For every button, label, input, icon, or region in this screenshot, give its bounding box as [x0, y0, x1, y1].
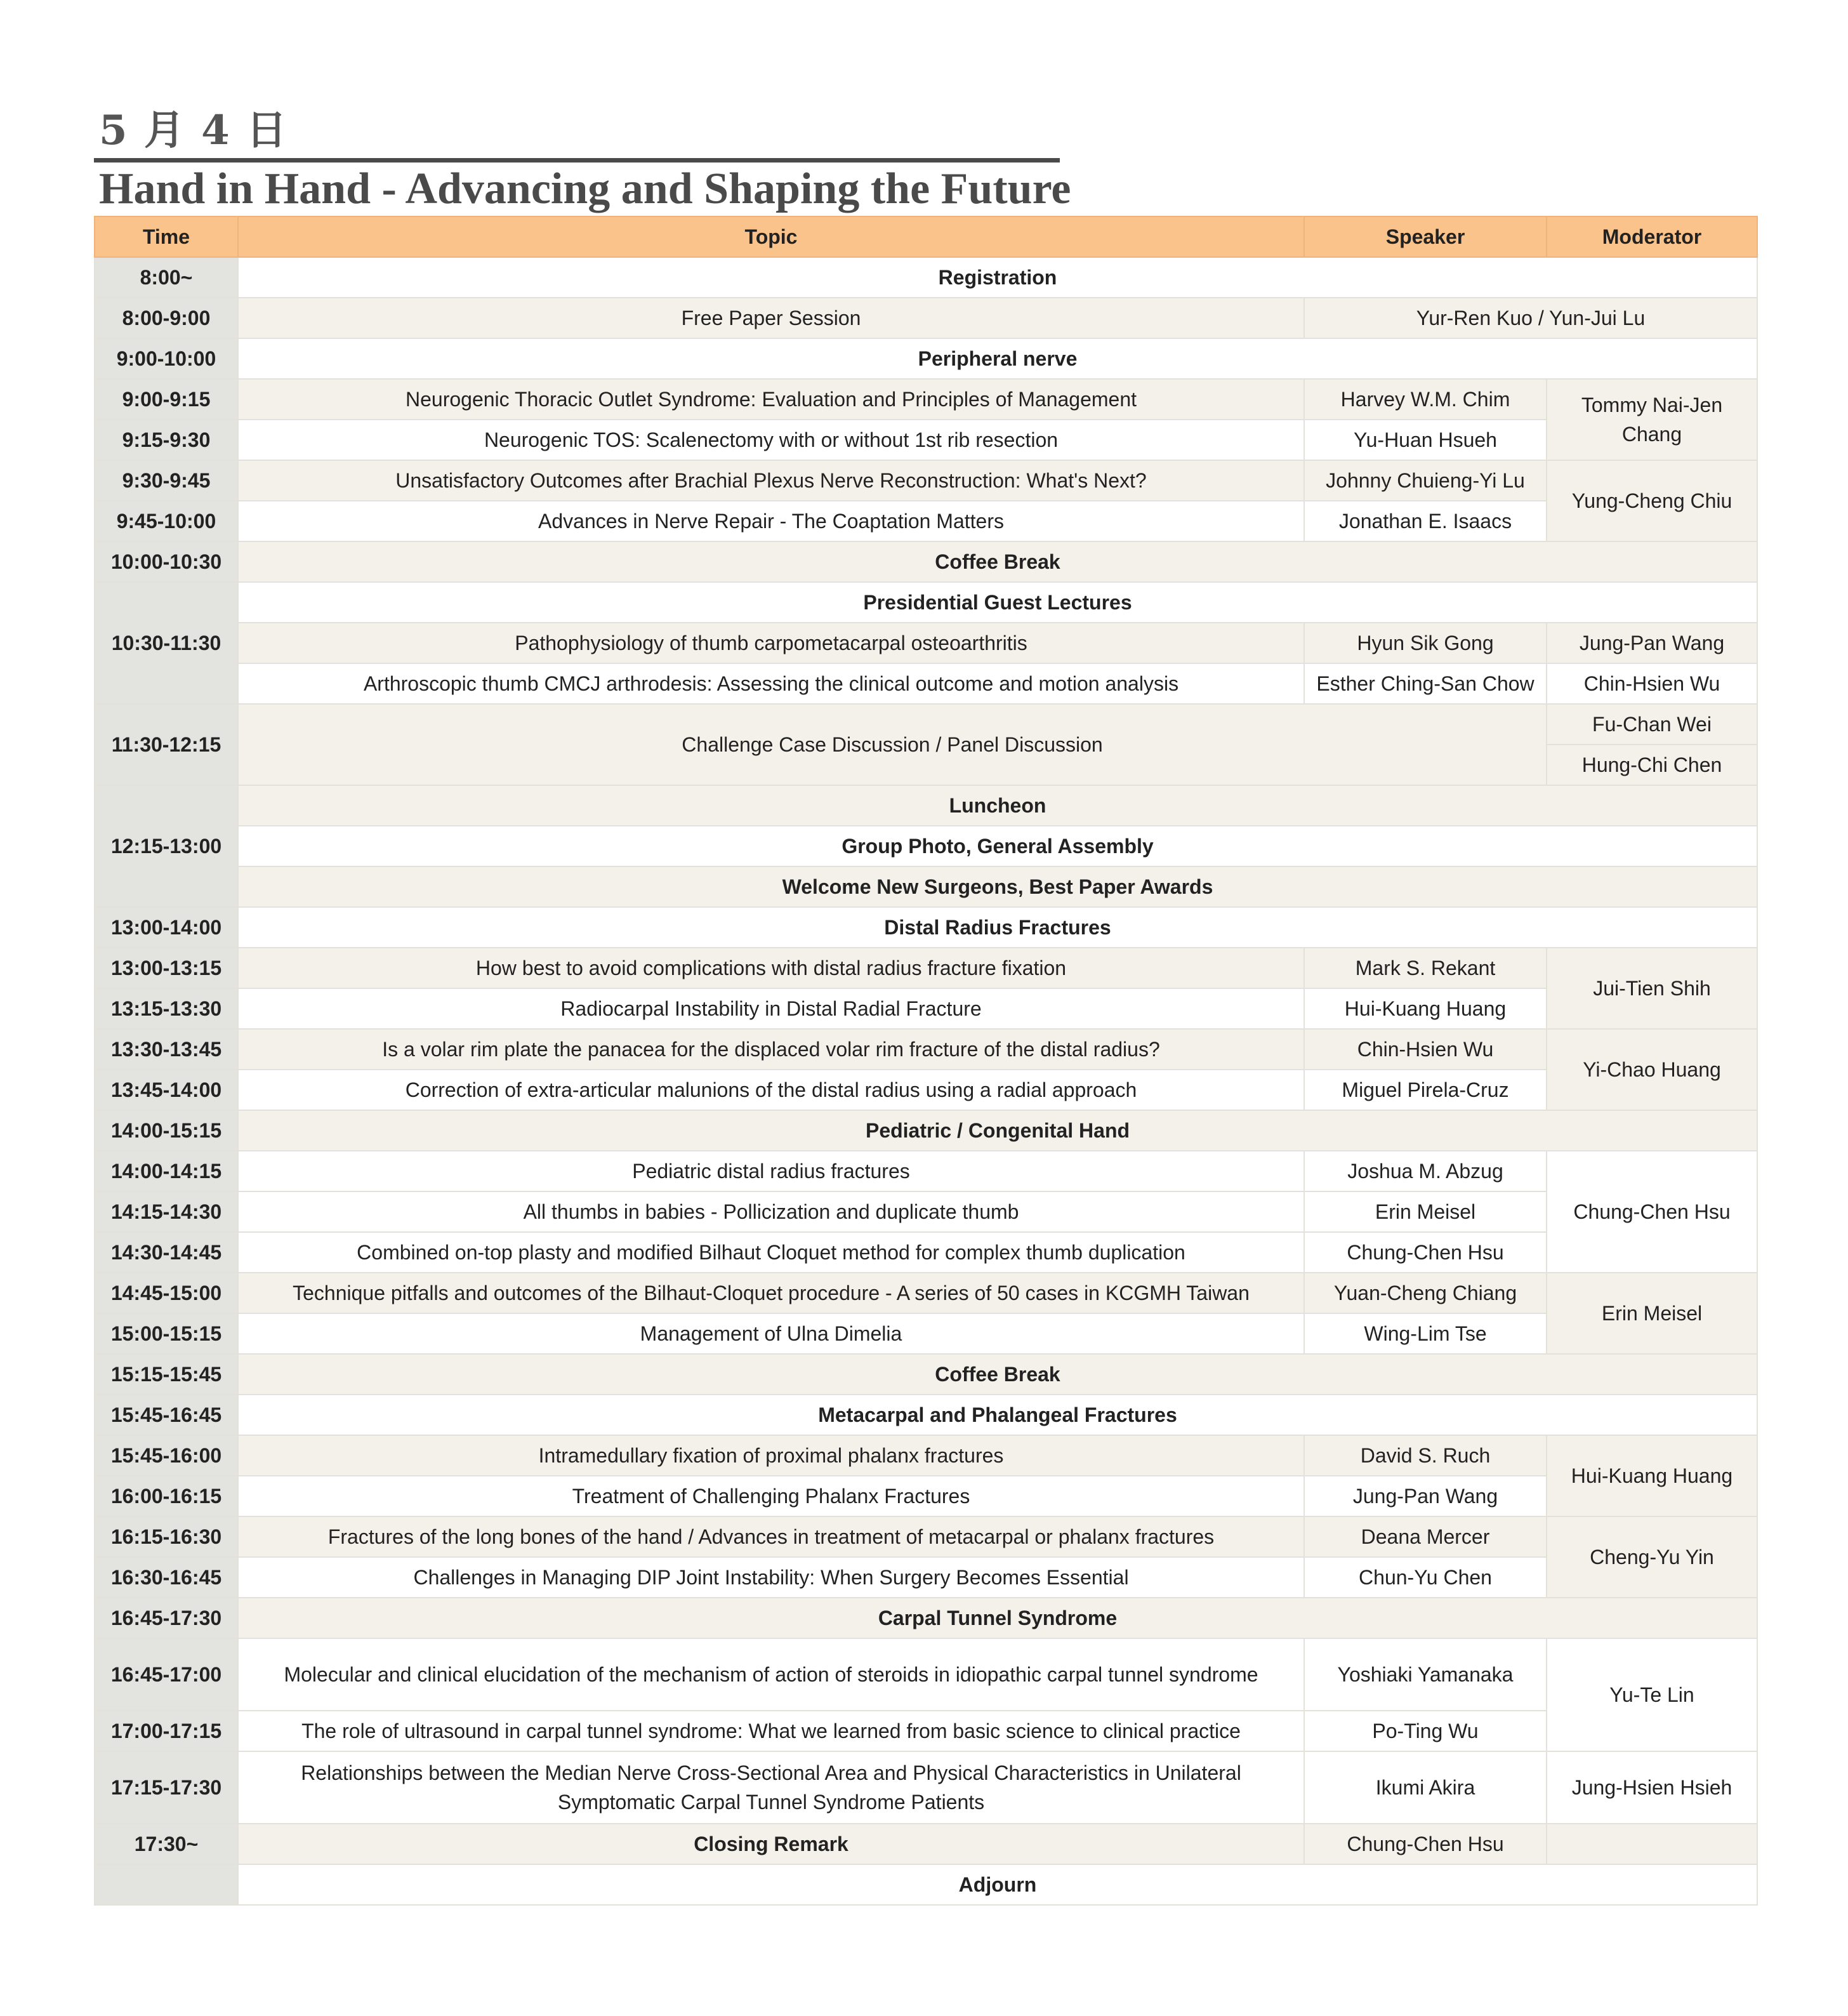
- table-row: [95, 1598, 1757, 1638]
- section-heading: Luncheon: [238, 785, 1757, 826]
- moderator-cell: Jui-Tien Shih: [1547, 948, 1757, 1029]
- speaker-cell: Miguel Pirela-Cruz: [1304, 1070, 1547, 1110]
- topic-cell: Molecular and clinical elucidation of the mechanism of action of steroids in idiopathic carpal tunnel syndrome: [238, 1638, 1304, 1711]
- time-cell: 9:45-10:00: [95, 501, 238, 541]
- topic-cell: All thumbs in babies - Pollicization and duplicate thumb: [238, 1191, 1304, 1232]
- program-table: [94, 216, 1758, 1906]
- table-row: [95, 1751, 1757, 1824]
- time-cell: 17:00-17:15: [95, 1711, 238, 1751]
- speaker-cell: Yu-Huan Hsueh: [1304, 420, 1547, 460]
- table-row: [95, 257, 1757, 298]
- time-cell: 9:15-9:30: [95, 420, 238, 460]
- speaker-cell: Mark S. Rekant: [1304, 948, 1547, 988]
- table-row: [95, 460, 1757, 501]
- table-row: [95, 1232, 1757, 1273]
- speaker-cell: Po-Ting Wu: [1304, 1711, 1547, 1751]
- table-row: [95, 1557, 1757, 1598]
- speaker-cell: Ikumi Akira: [1304, 1751, 1547, 1824]
- topic-cell: Management of Ulna Dimelia: [238, 1313, 1304, 1354]
- topic-cell: Unsatisfactory Outcomes after Brachial Plexus Nerve Reconstruction: What's Next?: [238, 460, 1304, 501]
- speaker-cell: David S. Ruch: [1304, 1435, 1547, 1476]
- topic-cell: Pediatric distal radius fractures: [238, 1151, 1304, 1191]
- column-header-moderator: Moderator: [1547, 216, 1757, 257]
- speaker-cell: Jung-Pan Wang: [1304, 1476, 1547, 1516]
- speaker-cell: Yoshiaki Yamanaka: [1304, 1638, 1547, 1711]
- table-row: [95, 1313, 1757, 1354]
- moderator-cell: Erin Meisel: [1547, 1273, 1757, 1354]
- speaker-cell: Deana Mercer: [1304, 1516, 1547, 1557]
- section-heading: Registration: [238, 257, 1757, 298]
- section-heading: Peripheral nerve: [238, 338, 1757, 379]
- speaker-cell: Chung-Chen Hsu: [1304, 1232, 1547, 1273]
- time-cell: 13:00-14:00: [95, 907, 238, 948]
- date-heading: [99, 107, 288, 155]
- table-row: [95, 420, 1757, 460]
- speaker-moderator-cell: Yur-Ren Kuo / Yun-Jui Lu: [1304, 298, 1757, 338]
- moderator-cell: Yung-Cheng Chiu: [1547, 460, 1757, 541]
- table-row: [95, 1354, 1757, 1395]
- time-cell: 13:15-13:30: [95, 988, 238, 1029]
- section-heading: Carpal Tunnel Syndrome: [238, 1598, 1757, 1638]
- speaker-cell: Chun-Yu Chen: [1304, 1557, 1547, 1598]
- date-text: 5 月 4 日: [99, 107, 288, 154]
- table-row: [95, 663, 1757, 704]
- table-row: [95, 379, 1757, 420]
- section-heading: Coffee Break: [238, 1354, 1757, 1395]
- section-heading: Distal Radius Fractures: [238, 907, 1757, 948]
- moderator-cell: Jung-Hsien Hsieh: [1547, 1751, 1757, 1824]
- time-cell: 17:30~: [95, 1824, 238, 1864]
- column-header-speaker: Speaker: [1304, 216, 1547, 257]
- moderator-cell: Yu-Te Lin: [1547, 1638, 1757, 1751]
- topic-cell: Neurogenic TOS: Scalenectomy with or without 1st rib resection: [238, 420, 1304, 460]
- section-heading: Presidential Guest Lectures: [238, 582, 1757, 623]
- topic-cell: Challenge Case Discussion / Panel Discussion: [238, 704, 1547, 785]
- time-cell: [95, 1864, 238, 1905]
- time-cell: 15:45-16:45: [95, 1395, 238, 1435]
- table-row: [95, 948, 1757, 988]
- section-heading: Group Photo, General Assembly: [238, 826, 1757, 866]
- table-row: [95, 1110, 1757, 1151]
- section-heading: Pediatric / Congenital Hand: [238, 1110, 1757, 1151]
- speaker-cell: Yuan-Cheng Chiang: [1304, 1273, 1547, 1313]
- speaker-cell: Harvey W.M. Chim: [1304, 379, 1547, 420]
- moderator-cell: Tommy Nai-Jen Chang: [1547, 379, 1757, 460]
- table-row: [95, 826, 1757, 866]
- speaker-cell: Chung-Chen Hsu: [1304, 1824, 1547, 1864]
- table-row: [95, 866, 1757, 907]
- table-row: [95, 582, 1757, 623]
- time-cell: 16:45-17:30: [95, 1598, 238, 1638]
- section-heading: Closing Remark: [238, 1824, 1304, 1864]
- section-heading: Welcome New Surgeons, Best Paper Awards: [238, 866, 1757, 907]
- time-cell: 13:00-13:15: [95, 948, 238, 988]
- table-row: [95, 1638, 1757, 1711]
- speaker-cell: Jonathan E. Isaacs: [1304, 501, 1547, 541]
- topic-cell: Is a volar rim plate the panacea for the displaced volar rim fracture of the distal radius?: [238, 1029, 1304, 1070]
- table-row: [95, 1476, 1757, 1516]
- table-row: [95, 1435, 1757, 1476]
- topic-cell: Correction of extra-articular malunions of the distal radius using a radial approach: [238, 1070, 1304, 1110]
- moderator-cell: Hui-Kuang Huang: [1547, 1435, 1757, 1516]
- time-cell: 8:00-9:00: [95, 298, 238, 338]
- table-row: [95, 1824, 1757, 1864]
- moderator-cell: Yi-Chao Huang: [1547, 1029, 1757, 1110]
- time-cell: 10:30-11:30: [95, 582, 238, 704]
- column-header-time: Time: [95, 216, 238, 257]
- moderator-cell: Chin-Hsien Wu: [1547, 663, 1757, 704]
- time-cell: 14:00-15:15: [95, 1110, 238, 1151]
- speaker-cell: Hyun Sik Gong: [1304, 623, 1547, 663]
- table-row: [95, 1191, 1757, 1232]
- section-heading: Coffee Break: [238, 541, 1757, 582]
- section-heading: Adjourn: [238, 1864, 1757, 1905]
- topic-cell: Relationships between the Median Nerve Cross-Sectional Area and Physical Characteristics in Unilateral Symptomatic Carpal Tunnel Syndrome Patients: [238, 1751, 1304, 1824]
- topic-cell: Advances in Nerve Repair - The Coaptation Matters: [238, 501, 1304, 541]
- topic-cell: Arthroscopic thumb CMCJ arthrodesis: Assessing the clinical outcome and motion analysis: [238, 663, 1304, 704]
- moderator-cell: [1547, 1824, 1757, 1864]
- topic-cell: Radiocarpal Instability in Distal Radial Fracture: [238, 988, 1304, 1029]
- time-cell: 15:00-15:15: [95, 1313, 238, 1354]
- topic-cell: Free Paper Session: [238, 298, 1304, 338]
- topic-cell: Neurogenic Thoracic Outlet Syndrome: Evaluation and Principles of Management: [238, 379, 1304, 420]
- time-cell: 9:30-9:45: [95, 460, 238, 501]
- section-heading: Metacarpal and Phalangeal Fractures: [238, 1395, 1757, 1435]
- speaker-cell: Joshua M. Abzug: [1304, 1151, 1547, 1191]
- topic-cell: Fractures of the long bones of the hand / Advances in treatment of metacarpal or phalanx fractures: [238, 1516, 1304, 1557]
- table-row: [95, 1516, 1757, 1557]
- table-row: [95, 1711, 1757, 1751]
- table-row: [95, 338, 1757, 379]
- time-cell: 16:30-16:45: [95, 1557, 238, 1598]
- topic-cell: Challenges in Managing DIP Joint Instability: When Surgery Becomes Essential: [238, 1557, 1304, 1598]
- time-cell: 15:45-16:00: [95, 1435, 238, 1476]
- column-header-topic: Topic: [238, 216, 1304, 257]
- table-row: [95, 1070, 1757, 1110]
- time-cell: 9:00-9:15: [95, 379, 238, 420]
- table-row: [95, 704, 1757, 745]
- time-cell: 10:00-10:30: [95, 541, 238, 582]
- time-cell: 17:15-17:30: [95, 1751, 238, 1824]
- time-cell: 16:45-17:00: [95, 1638, 238, 1711]
- table-row: [95, 1864, 1757, 1905]
- table-row: [95, 541, 1757, 582]
- table-row: [95, 1029, 1757, 1070]
- time-cell: 13:45-14:00: [95, 1070, 238, 1110]
- table-row: [95, 988, 1757, 1029]
- moderator-cell: Hung-Chi Chen: [1547, 745, 1757, 785]
- topic-cell: How best to avoid complications with distal radius fracture fixation: [238, 948, 1304, 988]
- moderator-cell: Chung-Chen Hsu: [1547, 1151, 1757, 1273]
- speaker-cell: Esther Ching-San Chow: [1304, 663, 1547, 704]
- time-cell: 8:00~: [95, 257, 238, 298]
- table-row: [95, 907, 1757, 948]
- page-title: Hand in Hand - Advancing and Shaping the Future: [99, 164, 1071, 213]
- time-cell: 12:15-13:00: [95, 785, 238, 907]
- moderator-cell: Fu-Chan Wei: [1547, 704, 1757, 745]
- speaker-cell: Johnny Chuieng-Yi Lu: [1304, 460, 1547, 501]
- table-header-row: [95, 216, 1757, 257]
- table-row: [95, 785, 1757, 826]
- table-row: [95, 501, 1757, 541]
- moderator-cell: Cheng-Yu Yin: [1547, 1516, 1757, 1598]
- time-cell: 14:30-14:45: [95, 1232, 238, 1273]
- topic-cell: Technique pitfalls and outcomes of the Bilhaut-Cloquet procedure - A series of 50 cases in KCGMH Taiwan: [238, 1273, 1304, 1313]
- topic-cell: Pathophysiology of thumb carpometacarpal osteoarthritis: [238, 623, 1304, 663]
- moderator-cell: Jung-Pan Wang: [1547, 623, 1757, 663]
- speaker-cell: Erin Meisel: [1304, 1191, 1547, 1232]
- speaker-cell: Wing-Lim Tse: [1304, 1313, 1547, 1354]
- time-cell: 14:00-14:15: [95, 1151, 238, 1191]
- table-row: [95, 1151, 1757, 1191]
- time-cell: 13:30-13:45: [95, 1029, 238, 1070]
- speaker-cell: Chin-Hsien Wu: [1304, 1029, 1547, 1070]
- topic-cell: Intramedullary fixation of proximal phalanx fractures: [238, 1435, 1304, 1476]
- table-row: [95, 298, 1757, 338]
- time-cell: 14:45-15:00: [95, 1273, 238, 1313]
- table-row: [95, 1395, 1757, 1435]
- table-row: [95, 1273, 1757, 1313]
- time-cell: 16:15-16:30: [95, 1516, 238, 1557]
- topic-cell: The role of ultrasound in carpal tunnel syndrome: What we learned from basic science to clinical practice: [238, 1711, 1304, 1751]
- topic-cell: Combined on-top plasty and modified Bilhaut Cloquet method for complex thumb duplication: [238, 1232, 1304, 1273]
- table-row: [95, 623, 1757, 663]
- time-cell: 16:00-16:15: [95, 1476, 238, 1516]
- time-cell: 11:30-12:15: [95, 704, 238, 785]
- time-cell: 15:15-15:45: [95, 1354, 238, 1395]
- speaker-cell: Hui-Kuang Huang: [1304, 988, 1547, 1029]
- time-cell: 9:00-10:00: [95, 338, 238, 379]
- topic-cell: Treatment of Challenging Phalanx Fractures: [238, 1476, 1304, 1516]
- time-cell: 14:15-14:30: [95, 1191, 238, 1232]
- heading-rule: [94, 158, 1060, 162]
